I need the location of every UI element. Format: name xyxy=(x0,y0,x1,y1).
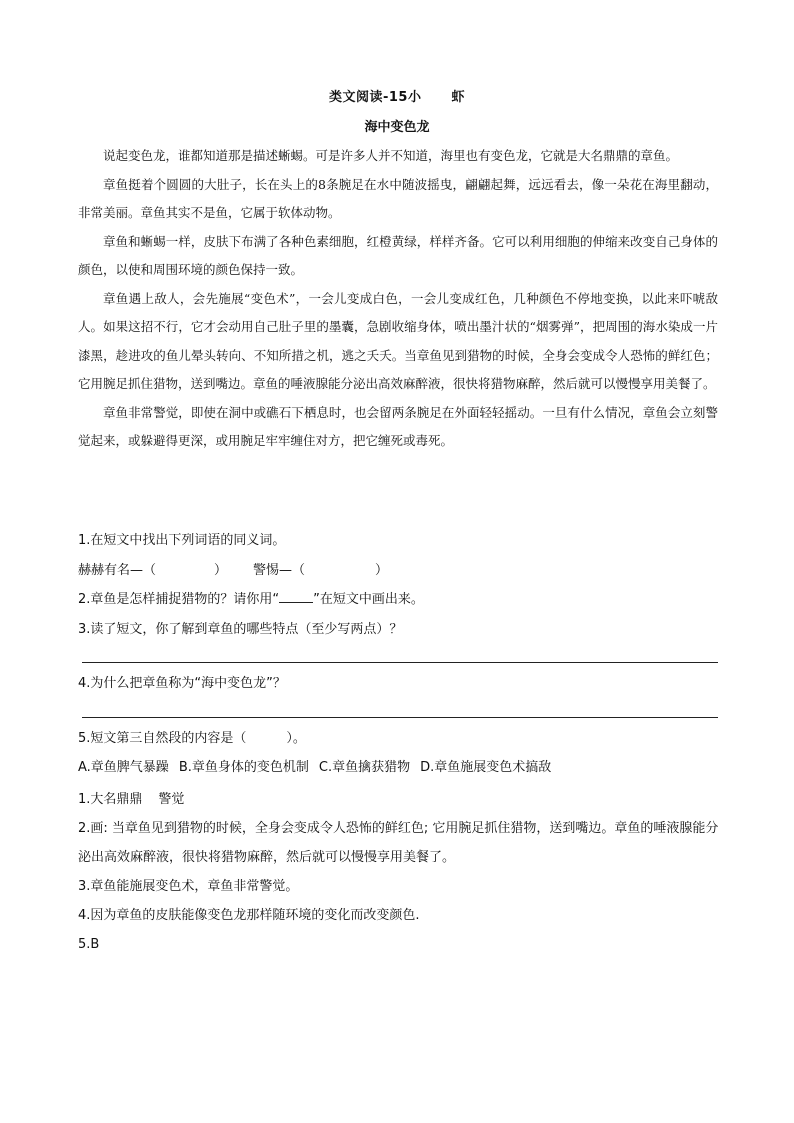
paragraph-5: 章鱼非常警觉，即使在洞中或礁石下栖息时，也会留两条腕足在外面轻轻摇动。一旦有什么情况，章鱼会立刻警觉起来，或躲避得更深，或用腕足牢牢缠住对方，把它缠死或毒死。 xyxy=(78,404,718,448)
question-3: 3.读了短文，你了解到章鱼的哪些特点（至少写两点）？ xyxy=(78,621,403,637)
q2-text-end: ”在短文中画出来。 xyxy=(313,592,424,607)
answer-1-word-2: 警觉 xyxy=(158,792,185,807)
option-b: B.章鱼身体的变色机制 xyxy=(178,760,309,775)
paragraph-2: 章鱼挺着个圆圆的大肚子，长在头上的8条腕足在水中随波摇曳，翩翩起舞，远远看去，像一朵花在海里翻动，非常美丽。章鱼其实不是鱼，它属于软体动物。 xyxy=(78,176,718,220)
q2-text-start: 2.章鱼是怎样捕捉猎物的？请你用“ xyxy=(78,592,280,607)
option-d: D.章鱼施展变色术搞敌 xyxy=(420,760,552,775)
q1-word-2: 警惕—（ xyxy=(253,562,306,578)
paragraph-1: 说起变色龙，谁都知道那是描述蜥蜴。可是许多人并不知道，海里也有变色龙，它就是大名鼎鼎的章鱼。 xyxy=(103,148,679,163)
title-part-1: 类文阅读-15小 xyxy=(328,90,422,105)
passage xyxy=(78,142,718,456)
answer-3: 3.章鱼能施展变色术，章鱼非常警觉。 xyxy=(78,879,299,894)
answer-2: 2.画: 当章鱼见到猎物的时候，全身会变成令人恐怖的鲜红色; 它用腕足抓住猎物，送到嘴边。章鱼的唾液腺能分泌出高效麻醉液，很快将猎物麻醉，然后就可以慢慢享用美餐了。 xyxy=(78,821,719,865)
q1-word-2-end: ） xyxy=(375,562,389,578)
q5-text: 5.短文第三自然段的内容是（ xyxy=(78,730,247,746)
question-5-options xyxy=(78,753,718,783)
q2-underline-sample xyxy=(279,590,313,603)
title-part-2: 虾 xyxy=(451,90,465,105)
option-c: C.章鱼擒获猎物 xyxy=(318,760,411,775)
answer-5: 5.B xyxy=(78,937,100,952)
paragraph-3: 章鱼和蜥蜴一样，皮肤下布满了各种色素细胞，红橙黄绿，样样齐备。它可以利用细胞的伸缩来改变自己身体的颜色，以使和周围环境的颜色保持一致。 xyxy=(78,233,718,277)
questions-section xyxy=(78,526,718,783)
question-2 xyxy=(78,585,718,615)
q4-answer-line[interactable] xyxy=(82,699,718,718)
question-1: 1.在短文中找出下列词语的同义词。 xyxy=(78,533,286,548)
q3-answer-line[interactable] xyxy=(82,644,718,663)
answers-section xyxy=(78,785,728,959)
passage-title: 海中变色龙 xyxy=(364,120,430,135)
q5-text-end: ）。 xyxy=(286,730,306,746)
answer-4: 4.因为章鱼的皮肤能像变色龙那样随环境的变化而改变颜色. xyxy=(78,908,420,923)
q1-word-1: 赫赫有名—（ xyxy=(78,562,157,578)
paragraph-4: 章鱼遇上敌人，会先施展“变色术”，一会儿变成白色，一会儿变成红色，几种颜色不停地变换，以此来吓唬敌人。如果这招不行，它才会动用自己肚子里的墨囊，急剧收缩身体，喷出墨汁状的“烟雾弹”，把周围的海水染成一片漆黑，趁进攻的鱼儿晕头转向、不知所措之机，逃之夭夭。当章鱼见到猎物的时候，全身会变成令人恐怖的鲜红色；它用腕足抓住猎物，送到嘴边。章鱼的唾液腺能分泌出高效麻醉液，很快将猎物麻醉，然后就可以慢慢享用美餐了。 xyxy=(78,290,718,391)
question-5 xyxy=(78,724,718,754)
answer-1 xyxy=(78,785,728,814)
q1-word-1-end: ） xyxy=(214,562,228,578)
option-a: A.章鱼脾气暴躁 xyxy=(78,760,169,775)
document-title xyxy=(0,86,794,105)
answer-1-word-1: 1.大名鼎鼎 xyxy=(78,792,143,807)
question-4: 4.为什么把章鱼称为“海中变色龙”？ xyxy=(78,676,286,691)
question-1-blanks xyxy=(78,556,718,586)
